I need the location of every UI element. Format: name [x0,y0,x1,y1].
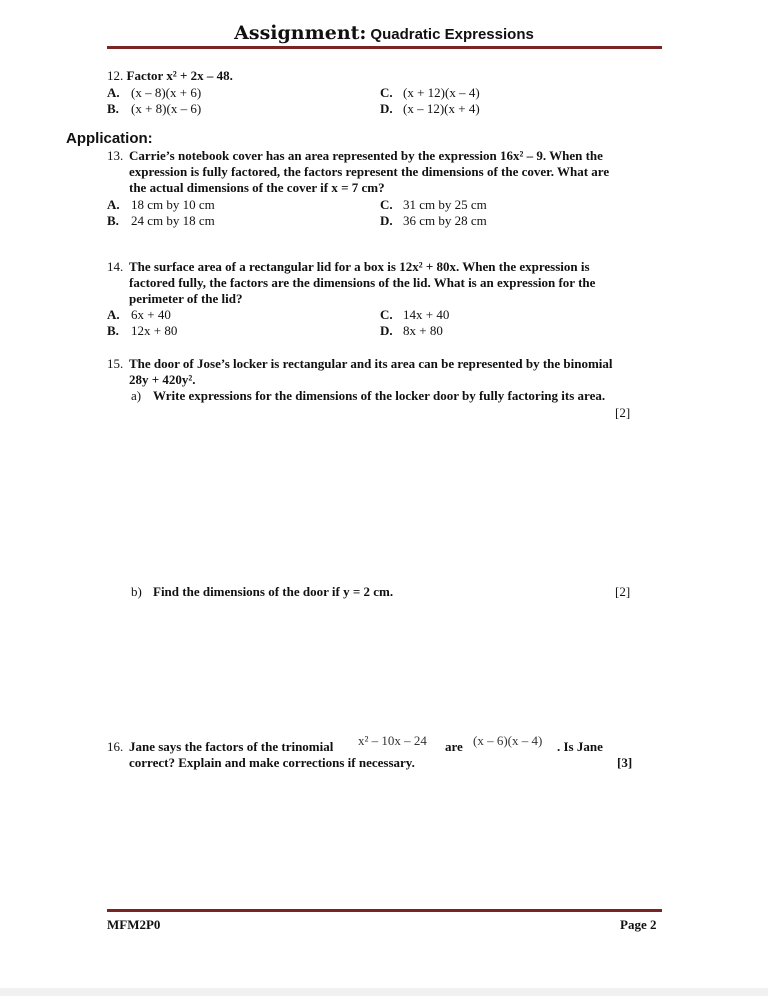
question-15-line-2: 28y + 420y². [129,372,196,387]
footer-course-code: MFM2P0 [107,917,161,932]
q12-option-a: A. [107,85,120,100]
question-15-line-1: The door of Jose’s locker is rectangular and its area can be represented by the binomial [129,356,613,371]
q14-option-c: C. [380,307,393,322]
q15b-text: Find the dimensions of the door if y = 2 cm. [153,584,394,599]
q12-option-c: C. [380,85,393,100]
q16-text-1: Jane says the factors of the trinomial [129,739,334,754]
q14-option-c-text: 14x + 40 [403,307,450,322]
q12-option-b: B. [107,101,119,116]
question-12: 12. Factor x² + 2x – 48. [107,68,233,83]
q13-option-c-text: 31 cm by 25 cm [403,197,487,212]
question-13-line-1: Carrie’s notebook cover has an area represented by the expression 16x² – 9. When the [129,148,603,163]
q16-text-2: are [445,739,463,754]
q16-text-3: . Is Jane [557,739,603,754]
application-heading: Application: [66,130,153,147]
q14-option-a-text: 6x + 40 [131,307,171,322]
q14-option-b: B. [107,323,119,338]
q14-option-d-text: 8x + 80 [403,323,443,338]
question-14-line-3: perimeter of the lid? [129,291,243,306]
q15b-label: b) [131,584,142,599]
question-13-line-2: expression is fully factored, the factors represent the dimensions of the cover. What are [129,164,610,179]
q14-option-b-text: 12x + 80 [131,323,178,338]
q12-option-d-text: (x – 12)(x + 4) [403,101,480,116]
q13-option-c: C. [380,197,393,212]
question-13-line-3: the actual dimensions of the cover if x = 7 cm? [129,180,385,195]
q13-option-a-text: 18 cm by 10 cm [131,197,215,212]
question-12-text: Factor x² + 2x – 48. [126,68,233,83]
title-sub: Quadratic Expressions [370,26,534,43]
q13-option-b: B. [107,213,119,228]
q13-number: 13. [107,148,124,163]
q14-option-d: D. [380,323,393,338]
header-rule [107,46,662,49]
q15a-label: a) [131,388,142,403]
q16-number: 16. [107,739,124,754]
footer-page-number: Page 2 [620,917,657,932]
q15a-marks: [2] [615,405,631,420]
q16-line-2: correct? Explain and make corrections if necessary. [129,755,415,770]
q13-option-a: A. [107,197,120,212]
q15b-marks: [2] [615,584,631,599]
footer-rule [107,909,662,912]
q15-number: 15. [107,356,124,371]
question-14-line-1: The surface area of a rectangular lid for a box is 12x² + 80x. When the expression is [129,259,590,274]
q12-option-d: D. [380,101,393,116]
page-title [0,22,768,44]
q16-expression-factors: (x – 6)(x – 4) [473,733,543,748]
q15a-text: Write expressions for the dimensions of the locker door by fully factoring its area. [153,388,606,403]
page-bottom-band [0,988,768,996]
title-main: Assignment: [234,22,367,44]
q12-option-b-text: (x + 8)(x – 6) [131,101,202,116]
q16-marks: [3] [617,755,633,770]
q16-expression-trinomial: x² – 10x – 24 [358,733,427,748]
q14-option-a: A. [107,307,120,322]
q13-option-b-text: 24 cm by 18 cm [131,213,215,228]
q13-option-d-text: 36 cm by 28 cm [403,213,487,228]
q14-number: 14. [107,259,124,274]
q12-option-a-text: (x – 8)(x + 6) [131,85,202,100]
question-14-line-2: factored fully, the factors are the dimensions of the lid. What is an expression for the [129,275,596,290]
q12-option-c-text: (x + 12)(x – 4) [403,85,480,100]
q13-option-d: D. [380,213,393,228]
